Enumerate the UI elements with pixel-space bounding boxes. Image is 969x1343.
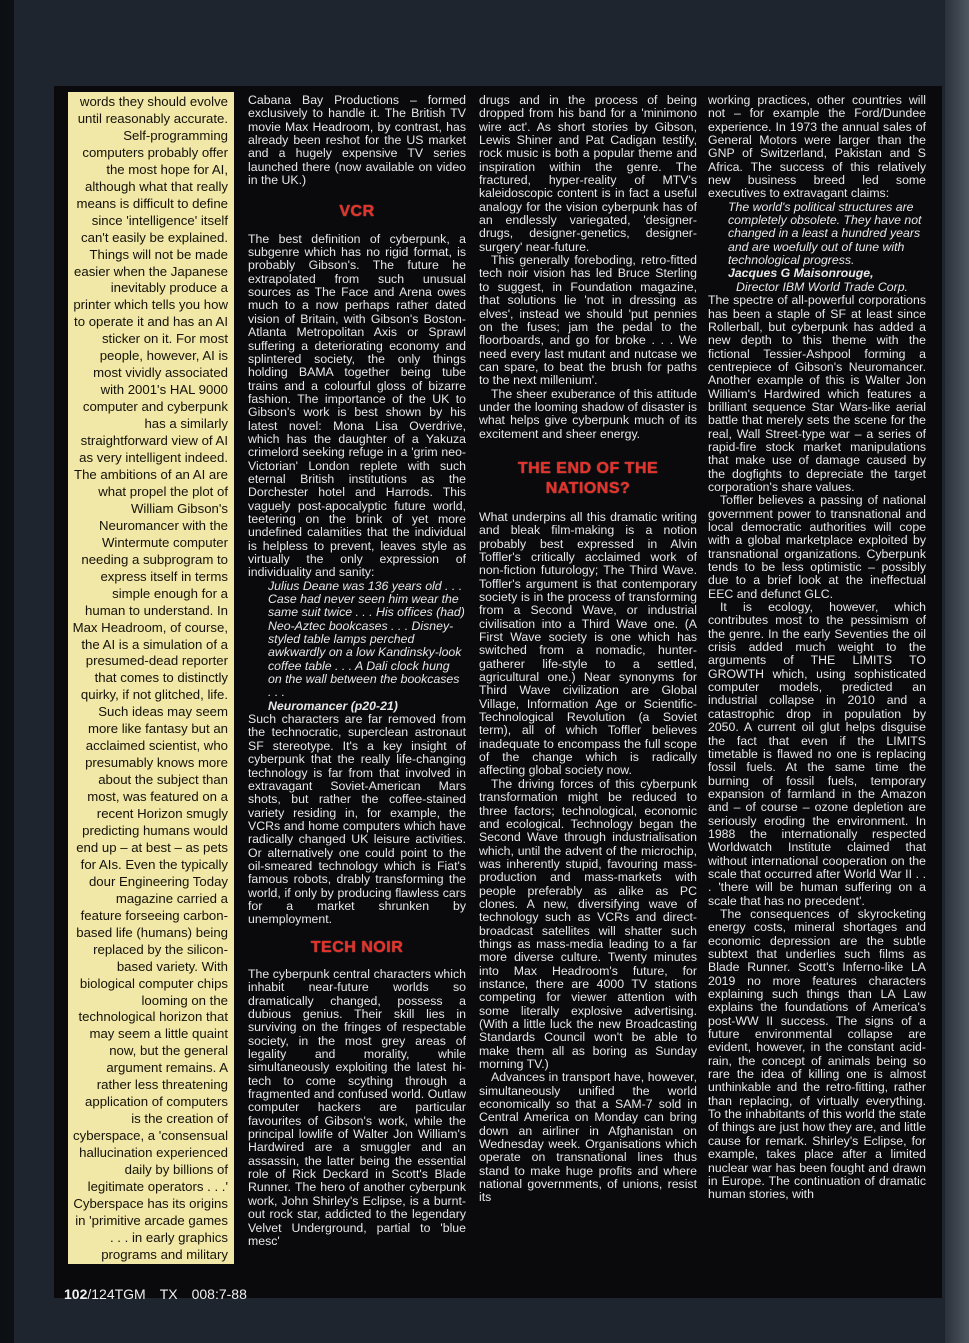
quote-source: Neuromancer (p20-21)	[268, 698, 398, 713]
section-heading-tech-noir: TECH NOIR	[310, 938, 404, 956]
paragraph: The consequences of skyrocketing energy costs, mineral shortages and economic depression are the subtle subtext that underlies such films as Blade Runner. Scott's Inferno-like LA 2019 no more features characters explaining such things than LA Law explains the foundations of America's post-WW II success. The signs of a future environmental collapse are evident, however, in the constant acid-rain, the concept of animals being so rare the idea of killing one is almost unthinkable and the retro-fitting, rather than replacing, of virtually everything. To the inhabitants of this world the state of things are just how they are, and little cause for remark. Shirley's Eclipse, for example, takes place after a limited nuclear war has been fought and drawn in Europe. The continuation of dramatic human stories, with	[708, 906, 926, 1202]
section-heading-vcr: VCR	[339, 203, 375, 221]
section-heading-end-of-nations: THE END OF THE NATIONS?	[517, 459, 659, 497]
paragraph: Advances in transport have, however, simultaneously unified the world economically so that a SAM-7 sold in Central America on Monday can bring down an airliner in Afghanistan on Wednesday week. Organisations which operate on transnational lines thus stand to make huge profits and where national governments, of unions, resist its	[479, 1070, 697, 1205]
paragraph: What underpins all this dramatic writing and bleak film-making is a notion probably best expressed in Alvin Toffler's critically acclaimed work of non-fiction futurology; The Third Wave. Toffler's argument is that contemporary society is in the process of transforming from a Second Wave, or industrial civilisation into a Third Wave one. (A First Wave society is one which has switched from a nomadic, hunter-gatherer life-style to a settled, agricultural one.) Near synonyms for Third Wave civilization are Global Village, Information Age or Scientific-Technological Revolution (a Soviet term), all of which Toffler believes inadequate to encompass the full scope of the change which is radically affecting global society now.	[479, 509, 697, 778]
paragraph: The best definition of cyberpunk, a subgenre which has no rigid format, is probably Gibson's. The future he extrapolated from such unusual sources as The Face and Arena owes much to a now perhaps rather dated vision of Britain, with Gibson's Boston-Atlanta Metropolitan Axis or Sprawl suffering a deteriorating economy and splintered society, the only things holding BAMA together being tube trains and a colourful gloss of bizarre fashion. The importance of the UK to Gibson's work is best shown by his latest novel: Mona Lisa Overdrive, which has the daughter of a Yakuza crimelord seeking refuge in a 'grim neo-Victorian' London replete with such eternal British institutions as the Dorchester hotel and Harrods. This vaguely post-apocalyptic future world, teetering on the brink of yet more undefined calamities that the individual is helpless to prevent, leaves style as virtually the only expression of individuality and sanity:	[248, 231, 466, 580]
column-3	[708, 94, 926, 1270]
paragraph: Such characters are far removed from the technocratic, superclean astronaut SF stereotype. It's a key insight of cyberpunk that the really life-changing technology is far from that involved in extravagant Soviet-American Mars shots, but rather the coffee-stained variety residing in, for example, the VCRs and home computers which have radically changed UK leisure activities. Or alternatively one could point to the oil-smeared technology which is Fiat's famous robots, drably transforming the world, if only by producing flawless cars for a market shrunken by unemployment.	[248, 712, 466, 927]
quote-source-title: Director IBM World Trade Corp.	[736, 279, 908, 294]
binding-spine	[0, 0, 14, 1343]
paragraph: The cyberpunk central characters which inhabit near-future worlds so dramatically changed, possess a dubious genius. Their skill lies in surviving on the fringes of respectable society, in the most grey areas of legality and morality, while simultaneously exploiting the latest hi-tech to come scything through a fragmented and confused world. Outlaw computer hackers are particular favourites of Gibson's work, while the principal lowlife of Walter Jon William's Hardwired are a smuggler and an assassin, the latter being the essential role of Rick Deckard in Scott's Blade Runner. The hero of another cyberpunk work, John Shirley's Eclipse, is a burnt-out rock star, addicted to the legendary Velvet Underground, partial to 'blue mesc'	[248, 966, 466, 1248]
sidebar-text: words they should evolve until reasonably accurate. Self-programming computers probably offer the most hope for AI, although what that really means is difficult to define since 'intelligence' itself can't easily be explained. Things will not be made easier when the Japanese inevitably produce a printer which tells you how to operate it and has an AI sticker on it. For most people, however, AI is most vividly associated with 2001's HAL 9000 computer and cyberpunk has a similarly straightforward view of AI as very intelligent indeed. The ambitions of an AI are what propel the plot of William Gibson's Neuromancer with the Wintermute computer needing a subprogram to express itself in terms simple enough for a human to understand. In Max Headroom, of course, the AI is a simulation of a presumed-dead reporter that comes to distinctly quirky, if not glitched, life. Such ideas may seem more like fantasy but an acclaimed scientist, who presumably knows more about the subject than most, was featured on a recent Horizon smugly predicting humans would end up – at best – as pets for AIs. Even the typically dour Engineering Today magazine carried a feature forseeing carbon-based life (humans) being replaced by the silicon-based variety. With biological computer chips looming on the technological horizon that may seem a little quaint now, but the general argument remains. A rather less threatening application of computers is the creation of cyberspace, a 'consensual hallucination experienced daily by billions of legitimate operators . . .' Cyberspace has its origins in 'primitive arcade games . . . in early graphics programs and military	[72, 94, 228, 1262]
paragraph: drugs and in the process of being dropped from his band for a 'minimono wire act'. As short stories by Gibson, Lewis Shiner and Pat Cadigan testify, rock music is both a popular theme and inspiration within the genre. The fractured, hyper-reality of MTV's kaleidoscopic content is in fact a useful analogy for the vision cyberpunk has of an endlessly variegated, 'designer-drugs, designer-genetics, designer-surgery' near-future.	[479, 94, 697, 254]
column-2	[479, 94, 697, 1274]
column-1	[248, 94, 466, 1266]
paragraph: It is ecology, however, which contributes most to the pessimism of the genre. In the early Seventies the oil crisis added much weight to the arguments of THE LIMITS TO GROWTH which, using sophisticated computer models, predicted an industrial collapse in 2010 and a catastrophic drop in population by 2050. A current oil glut helps disguise the fact that even if the LIMITS timetable is flawed no one is replacing fossil fuels. At the same time the burning of fossil fuels, temporary expansion of farmland in the Amazon and – of course – ozone depletion are seriously eroding the environment. In 1988 the internationally respected Worldwatch Institute claimed that without international cooperation on the scale that occurred after World War II . . . 'there will be human suffering on a scale that has no precedent'.	[708, 600, 926, 908]
paragraph: Toffler believes a passing of national government power to transnational and local democratic authorities will cope with a global marketplace exploited by transnational organizations. Cyberpunk tends to be less optimistic – possibly due to a brief look at the ineffectual EEC and defunct GLC.	[708, 493, 926, 601]
page-footer	[64, 1286, 247, 1302]
issue-date: 008:7-88	[191, 1286, 247, 1302]
page-total: /124TGM	[87, 1286, 146, 1302]
paragraph: The spectre of all-powerful corporations has been a staple of SF at least since Rollerball, but cyberpunk has added a new depth to this theme with the fictional Tessier-Ashpool forming a centrepiece of Gibson's Neuromancer. Another example of this is Walter Jon William's Hardwired which features a brilliant sequence Star Wars-like aerial battle that merely sets the scene for the real, Wall Street-type war – a series of rapid-fire stock market manipulations that make use of damage caused by the dogfights to depreciate the target corporation's share values.	[708, 293, 926, 494]
paragraph: Cabana Bay Productions – formed exclusively to handle it. The British TV movie Max Headroom, by contrast, has already been reshot for the US market and a hugely expensive TV series launched there (now available on video in the UK.)	[248, 94, 466, 188]
paragraph: The driving forces of this cyberpunk transformation might be reduced to three factors; technological, economic and ecological. Technology began the Second Wave through industrialisation which, until the advent of the microchip, was inherently stupid, favouring mass-production and mass-markets with people preferably as alike as PC clones. A new, diversifying wave of technology such as VCRs and direct-broadcast satellites will shatter such things as mass-media leading to a far more diverse culture. Twenty minutes into Max Headroom's future, for instance, there are 4000 TV stations competing for viewer attention with some literally explosive advertising. (With a little luck the new Broadcasting Standards Council won't be able to make them all as boring as Sunday morning TV.)	[479, 776, 697, 1072]
paragraph: This generally foreboding, retro-fitted tech noir vision has led Bruce Sterling to suggest, in Foundation magazine, that solutions lie 'not in dressing as elves', instead we should 'put pennies on the fuses; jam the pedal to the floorboards, and go for broke . . . We need every last mutant and nutcase we can spare, to beat the brush for paths to the next millenium'.	[479, 253, 697, 388]
pull-quote: The world's political structures are completely obsolete. They have not changed in a least a hundred years and are woefully out of tune with technological progress.	[728, 199, 922, 268]
pull-quote: Julius Deane was 136 years old . . . Case had never seen him wear the same suit twice . . . His offices (had) Neo-Aztec bookcases . . . Disney-styled table lamps perched awkwardly on a low Kandinsky-look coffee table . . . A Dali clock hung on the wall between the bookcases . . .	[268, 578, 465, 700]
sidebar-panel	[68, 92, 234, 1264]
page-number: 102	[64, 1286, 88, 1302]
section-code: TX	[159, 1286, 178, 1302]
paragraph: working practices, other countries will not – for example the Ford/Dundee experience. In 1973 the annual sales of General Motors were larger than the GNP of Switzerland, Pakistan and S Africa. The success of this relatively new business breed led some executives to extravagant claims:	[708, 94, 926, 201]
quote-source: Jacques G Maisonrouge,	[728, 266, 874, 281]
scan-edge	[945, 0, 969, 1343]
paragraph: The sheer exuberance of this attitude under the looming shadow of disaster is what helps give cyberpunk much of its excitement and sheer energy.	[479, 386, 697, 441]
